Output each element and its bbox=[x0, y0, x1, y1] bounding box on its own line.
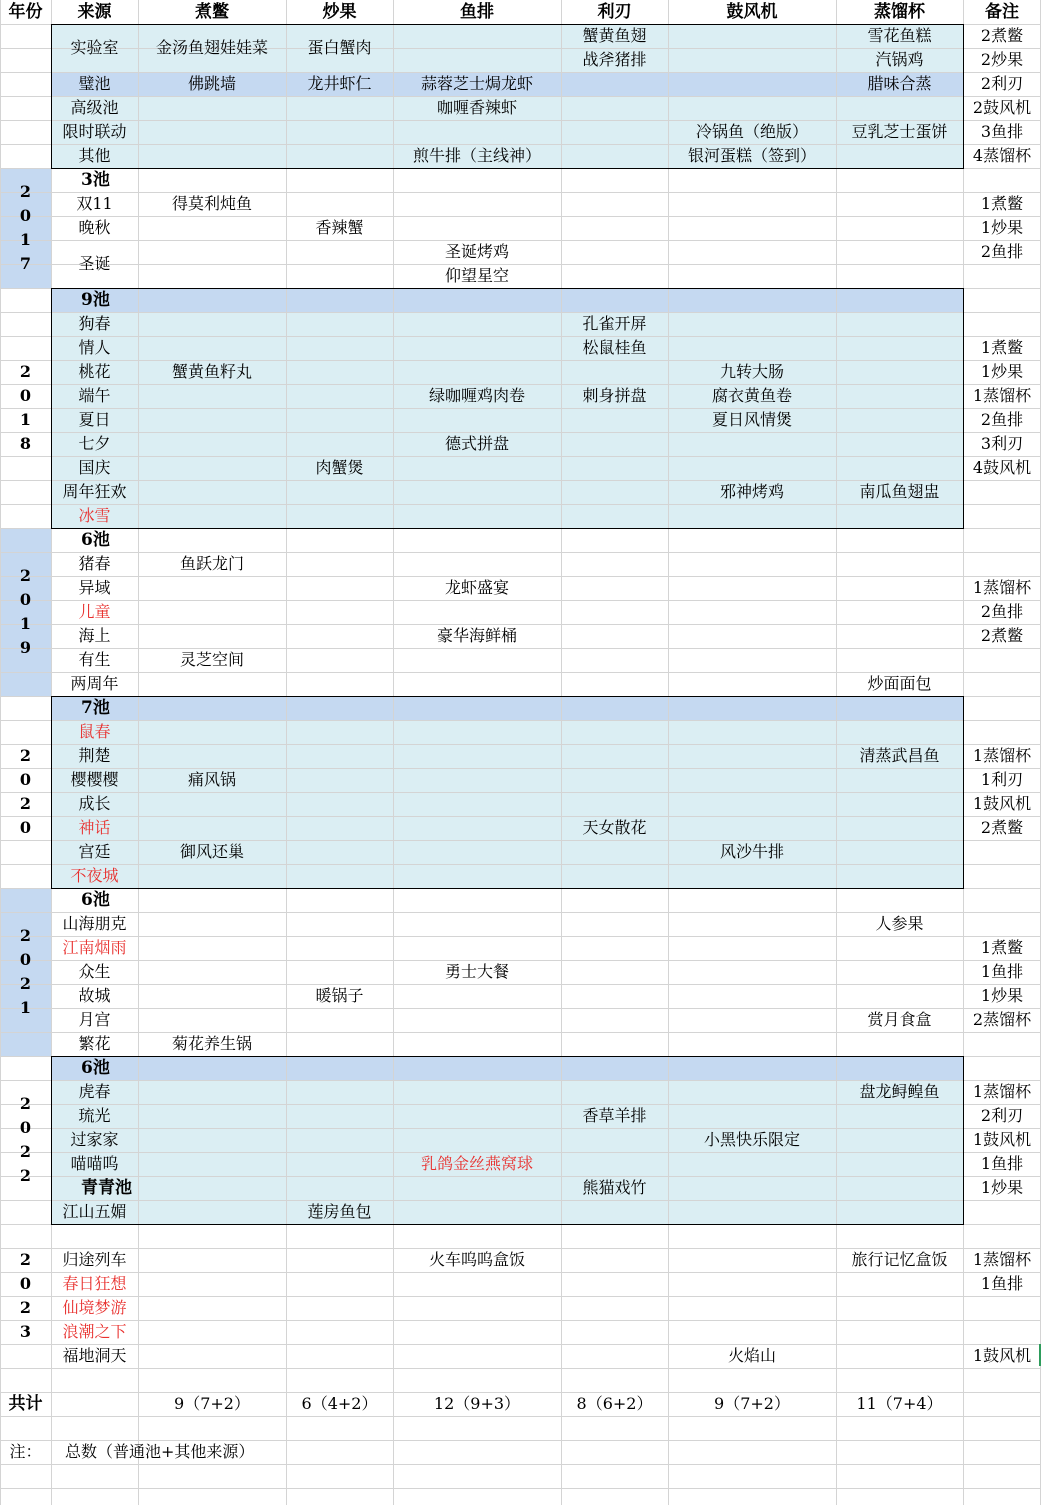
note-cell[interactable]: 1炒果 bbox=[980, 986, 1024, 1005]
table-cell[interactable]: 盘龙鲟鳇鱼 bbox=[859, 1082, 940, 1101]
source-label[interactable]: 宫廷 bbox=[78, 842, 111, 861]
note-cell[interactable]: 4鼓风机 bbox=[972, 458, 1032, 477]
table-cell[interactable]: 小黑快乐限定 bbox=[703, 1130, 800, 1149]
table-cell[interactable]: 战斧猪排 bbox=[582, 50, 647, 69]
table-cell[interactable]: 南瓜鱼翅盅 bbox=[859, 482, 940, 501]
year-digit: 8 bbox=[19, 434, 32, 453]
row-gridline bbox=[0, 696, 1041, 697]
year-label bbox=[0, 1224, 51, 1368]
table-cell[interactable]: 龙井虾仁 bbox=[307, 74, 372, 93]
year-digit: 2 bbox=[19, 794, 32, 813]
table-cell[interactable]: 金汤鱼翅娃娃菜 bbox=[155, 38, 268, 57]
year-digit: 1 bbox=[19, 998, 32, 1017]
source-label[interactable]: 限时联动 bbox=[62, 122, 127, 141]
table-cell[interactable]: 炒面面包 bbox=[867, 674, 932, 693]
note-cell[interactable]: 1炒果 bbox=[980, 218, 1024, 237]
table-cell[interactable]: 仰望星空 bbox=[444, 266, 509, 285]
note-cell[interactable]: 1鼓风机 bbox=[972, 1346, 1032, 1365]
source-label[interactable]: 圣诞 bbox=[78, 254, 111, 273]
pool-band-fill bbox=[51, 288, 963, 312]
col-gridline bbox=[138, 0, 139, 1505]
source-label[interactable]: 福地洞天 bbox=[62, 1346, 127, 1365]
col-gridline bbox=[393, 0, 394, 1505]
source-label[interactable]: 山海朋克 bbox=[62, 914, 127, 933]
table-cell[interactable]: 2利刃 bbox=[980, 74, 1024, 93]
row-gridline bbox=[0, 816, 1041, 817]
totals-label[interactable]: 共计 bbox=[8, 1393, 43, 1414]
note-cell[interactable]: 2鱼排 bbox=[980, 602, 1024, 621]
pool-header[interactable]: 9池 bbox=[81, 289, 110, 310]
row-gridline bbox=[0, 1224, 1041, 1225]
source-label[interactable]: 猪春 bbox=[78, 554, 111, 573]
note-cell[interactable]: 2鱼排 bbox=[980, 410, 1024, 429]
source-label[interactable]: 江南烟雨 bbox=[62, 938, 127, 957]
year-label bbox=[0, 1056, 51, 1224]
note-cell[interactable]: 1蒸馏杯 bbox=[972, 386, 1032, 405]
note-cell[interactable]: 2煮鳖 bbox=[980, 626, 1024, 645]
source-label[interactable]: 荆楚 bbox=[78, 746, 111, 765]
source-label[interactable]: 冰雪 bbox=[78, 506, 111, 525]
pool-header[interactable]: 青青池 bbox=[81, 1177, 132, 1198]
year-digit: 1 bbox=[19, 230, 32, 249]
table-cell[interactable]: 雪花鱼糕 bbox=[867, 26, 932, 45]
row-gridline bbox=[0, 1344, 1041, 1345]
note-cell[interactable]: 1蒸馏杯 bbox=[972, 578, 1032, 597]
year-label bbox=[0, 168, 51, 288]
year-digit: 0 bbox=[19, 1118, 32, 1137]
year-digit: 1 bbox=[19, 614, 32, 633]
table-cell[interactable]: 天女散花 bbox=[582, 818, 647, 837]
year-digit: 2 bbox=[19, 362, 32, 381]
row-gridline bbox=[0, 288, 1041, 289]
source-label[interactable]: 鼠春 bbox=[78, 722, 111, 741]
table-cell[interactable]: 银河蛋糕（签到） bbox=[687, 146, 816, 165]
row-gridline bbox=[0, 1488, 1041, 1489]
source-label[interactable]: 樱樱樱 bbox=[70, 770, 119, 789]
note-text[interactable]: 总数（普通池+其他来源） bbox=[65, 1442, 255, 1461]
table-cell[interactable]: 豪华海鲜桶 bbox=[436, 626, 517, 645]
year-digit: 2 bbox=[19, 1298, 32, 1317]
source-label[interactable]: 繁花 bbox=[78, 1034, 111, 1053]
note-cell[interactable]: 1炒果 bbox=[980, 1178, 1024, 1197]
source-label[interactable]: 成长 bbox=[78, 794, 111, 813]
table-cell[interactable]: 人参果 bbox=[875, 914, 924, 933]
year-digit: 3 bbox=[19, 1322, 32, 1341]
table-cell[interactable]: 灵芝空间 bbox=[179, 650, 244, 669]
year-digit: 0 bbox=[19, 206, 32, 225]
source-label[interactable]: 端午 bbox=[78, 386, 111, 405]
row-gridline bbox=[0, 1368, 1041, 1369]
pool-header[interactable]: 3池 bbox=[81, 169, 110, 190]
note-cell[interactable]: 1蒸馏杯 bbox=[972, 746, 1032, 765]
row-gridline bbox=[0, 1176, 1041, 1177]
table-cell[interactable]: 夏日风情煲 bbox=[711, 410, 792, 429]
year-digit: 0 bbox=[19, 386, 32, 405]
source-label[interactable]: 狗春 bbox=[78, 314, 111, 333]
table-cell[interactable]: 德式拼盘 bbox=[444, 434, 509, 453]
source-label[interactable]: 其他 bbox=[78, 146, 111, 165]
column-header[interactable]: 鼓风机 bbox=[726, 1, 778, 22]
table-cell[interactable]: 痛风锅 bbox=[187, 770, 236, 789]
table-cell[interactable]: 莲房鱼包 bbox=[307, 1202, 372, 1221]
row-gridline bbox=[0, 1296, 1041, 1297]
row-gridline bbox=[0, 792, 1041, 793]
table-cell[interactable]: 火焰山 bbox=[727, 1346, 776, 1365]
note-cell[interactable]: 1煮鳖 bbox=[980, 194, 1024, 213]
row-gridline bbox=[0, 456, 1041, 457]
note-cell[interactable]: 1鱼排 bbox=[980, 1274, 1024, 1293]
source-label[interactable]: 夏日 bbox=[78, 410, 111, 429]
year-label bbox=[0, 288, 51, 528]
source-label[interactable]: 七夕 bbox=[78, 434, 111, 453]
row-gridline bbox=[0, 1416, 1041, 1417]
source-label[interactable]: 不夜城 bbox=[70, 866, 119, 885]
source-label[interactable]: 双11 bbox=[76, 194, 113, 213]
total-value[interactable]: 8（6+2） bbox=[576, 1394, 653, 1413]
table-cell[interactable]: 煎牛排（主线神） bbox=[412, 146, 541, 165]
table-cell[interactable]: 蟹黄鱼籽丸 bbox=[171, 362, 252, 381]
row-gridline bbox=[0, 1464, 1041, 1465]
table-cell[interactable]: 香草羊排 bbox=[582, 1106, 647, 1125]
row-gridline bbox=[0, 1272, 1041, 1273]
year-digit: 0 bbox=[19, 770, 32, 789]
table-cell[interactable]: 腐衣黄鱼卷 bbox=[711, 386, 792, 405]
year-digit: 2 bbox=[19, 1142, 32, 1161]
source-label[interactable]: 国庆 bbox=[78, 458, 111, 477]
year-digit: 0 bbox=[19, 950, 32, 969]
table-cell[interactable]: 绿咖喱鸡肉卷 bbox=[428, 386, 525, 405]
column-header[interactable]: 煮鳖 bbox=[195, 1, 229, 22]
year-digit: 0 bbox=[19, 590, 32, 609]
note-cell[interactable]: 1煮鳖 bbox=[980, 938, 1024, 957]
pool-band-fill bbox=[51, 1056, 963, 1080]
source-label[interactable]: 异域 bbox=[78, 578, 111, 597]
note-cell[interactable]: 2蒸馏杯 bbox=[972, 1010, 1032, 1029]
column-header[interactable]: 利刃 bbox=[597, 1, 632, 22]
year-digit: 2 bbox=[19, 1166, 32, 1185]
table-cell[interactable]: 腊味合蒸 bbox=[867, 74, 932, 93]
row-gridline bbox=[0, 168, 1041, 169]
source-label[interactable]: 月宫 bbox=[78, 1010, 111, 1029]
column-header[interactable]: 蒸馏杯 bbox=[874, 1, 925, 22]
source-label[interactable]: 两周年 bbox=[70, 674, 119, 693]
table-cell[interactable]: 得莫利炖鱼 bbox=[171, 194, 252, 213]
note-cell[interactable]: 1煮鳖 bbox=[980, 338, 1024, 357]
pool-header[interactable]: 7池 bbox=[81, 697, 110, 718]
table-cell[interactable]: 咖喱香辣虾 bbox=[436, 98, 517, 117]
row-gridline bbox=[0, 600, 1041, 601]
year-digit: 2 bbox=[19, 974, 32, 993]
table-cell[interactable]: 风沙牛排 bbox=[719, 842, 784, 861]
source-label[interactable]: 琉光 bbox=[78, 1106, 111, 1125]
row-gridline bbox=[0, 888, 1041, 889]
total-value[interactable]: 6（4+2） bbox=[301, 1394, 378, 1413]
year-digit: 2 bbox=[19, 1250, 32, 1269]
table-cell[interactable]: 4蒸馏杯 bbox=[972, 146, 1032, 165]
table-cell[interactable]: 九转大肠 bbox=[719, 362, 784, 381]
year-digit: 1 bbox=[19, 410, 32, 429]
total-value[interactable]: 11（7+4） bbox=[856, 1394, 943, 1413]
row-gridline bbox=[0, 528, 1041, 529]
total-value[interactable]: 12（9+3） bbox=[433, 1394, 521, 1413]
table-cell[interactable]: 火车呜呜盒饭 bbox=[428, 1250, 525, 1269]
source-label[interactable]: 高级池 bbox=[70, 98, 119, 117]
row-gridline bbox=[0, 864, 1041, 865]
note-cell[interactable]: 1蒸馏杯 bbox=[972, 1250, 1032, 1269]
year-digit: 2 bbox=[19, 182, 32, 201]
total-value[interactable]: 9（7+2） bbox=[174, 1394, 250, 1413]
source-label[interactable]: 璧池 bbox=[78, 74, 111, 93]
table-cell[interactable]: 2鼓风机 bbox=[972, 98, 1032, 117]
source-label[interactable]: 归途列车 bbox=[62, 1250, 127, 1269]
table-cell[interactable]: 刺身拼盘 bbox=[582, 386, 647, 405]
source-label[interactable]: 众生 bbox=[78, 962, 111, 981]
note-cell[interactable]: 2煮鳖 bbox=[980, 818, 1024, 837]
note-cell[interactable]: 1鱼排 bbox=[980, 962, 1024, 981]
note-cell[interactable]: 1鼓风机 bbox=[972, 1130, 1032, 1149]
source-label[interactable]: 情人 bbox=[78, 338, 111, 357]
source-label[interactable]: 有生 bbox=[78, 650, 111, 669]
year-digit: 7 bbox=[19, 254, 32, 273]
source-label[interactable]: 周年狂欢 bbox=[62, 482, 127, 501]
row-gridline bbox=[0, 1320, 1041, 1321]
table-cell[interactable]: 香辣蟹 bbox=[315, 218, 364, 237]
table-cell[interactable]: 蒜蓉芝士焗龙虾 bbox=[420, 74, 533, 93]
table-cell[interactable]: 蟹黄鱼翅 bbox=[582, 26, 647, 45]
pool-header[interactable]: 6池 bbox=[81, 1057, 110, 1078]
row-gridline bbox=[0, 936, 1041, 937]
column-header[interactable]: 来源 bbox=[77, 1, 112, 22]
source-label[interactable]: 过家家 bbox=[70, 1130, 119, 1149]
row-gridline bbox=[0, 1056, 1041, 1057]
table-cell[interactable]: 2炒果 bbox=[980, 50, 1024, 69]
source-label[interactable]: 神话 bbox=[78, 818, 111, 837]
table-cell[interactable]: 蛋白蟹肉 bbox=[307, 38, 372, 57]
source-label[interactable]: 仙境梦游 bbox=[62, 1298, 127, 1317]
source-label[interactable]: 故城 bbox=[78, 986, 111, 1005]
table-cell[interactable]: 赏月食盒 bbox=[867, 1010, 932, 1029]
year-digit: 2 bbox=[19, 926, 32, 945]
source-label[interactable]: 儿童 bbox=[78, 602, 111, 621]
column-header[interactable]: 备注 bbox=[985, 1, 1019, 22]
note-cell[interactable]: 2利刃 bbox=[980, 1106, 1024, 1125]
row-gridline bbox=[0, 504, 1041, 505]
table-cell[interactable]: 孔雀开屏 bbox=[582, 314, 647, 333]
source-label[interactable]: 江山五媚 bbox=[62, 1202, 127, 1221]
table-cell[interactable]: 乳鸽金丝燕窝球 bbox=[420, 1154, 533, 1173]
table-cell[interactable]: 松鼠桂鱼 bbox=[582, 338, 647, 357]
note-cell[interactable]: 1蒸馏杯 bbox=[972, 1082, 1032, 1101]
pool-header[interactable]: 6池 bbox=[81, 529, 110, 550]
table-cell[interactable]: 汽锅鸡 bbox=[875, 50, 924, 69]
note-cell[interactable]: 1鼓风机 bbox=[972, 794, 1032, 813]
table-cell[interactable]: 圣诞烤鸡 bbox=[444, 242, 509, 261]
row-gridline bbox=[0, 312, 1041, 313]
table-cell[interactable]: 豆乳芝士蛋饼 bbox=[851, 122, 948, 141]
table-cell[interactable]: 熊猫戏竹 bbox=[582, 1178, 647, 1197]
table-cell[interactable]: 冷锅鱼（绝版） bbox=[695, 122, 808, 141]
note-cell[interactable]: 2鱼排 bbox=[980, 242, 1024, 261]
source-label[interactable]: 晚秋 bbox=[78, 218, 111, 237]
year-label bbox=[0, 696, 51, 888]
table-cell[interactable]: 肉蟹煲 bbox=[315, 458, 364, 477]
col-gridline bbox=[668, 0, 669, 1505]
row-gridline bbox=[0, 1128, 1041, 1129]
note-cell[interactable]: 3利刃 bbox=[980, 434, 1024, 453]
row-gridline bbox=[0, 1104, 1041, 1105]
note-cell[interactable]: 1鱼排 bbox=[980, 1154, 1024, 1173]
table-cell[interactable]: 御风还巢 bbox=[179, 842, 244, 861]
table-cell[interactable]: 佛跳墙 bbox=[187, 74, 236, 93]
total-value[interactable]: 9（7+2） bbox=[714, 1394, 790, 1413]
column-header[interactable]: 炒果 bbox=[322, 1, 357, 22]
column-header[interactable]: 年份 bbox=[8, 1, 43, 22]
row-gridline bbox=[0, 720, 1041, 721]
source-label[interactable]: 桃花 bbox=[78, 362, 111, 381]
source-label[interactable]: 虎春 bbox=[78, 1082, 111, 1101]
table-cell[interactable]: 2煮鳖 bbox=[980, 26, 1024, 45]
column-header[interactable]: 鱼排 bbox=[460, 1, 494, 22]
note-cell[interactable]: 1炒果 bbox=[980, 362, 1024, 381]
source-label[interactable]: 喵喵呜 bbox=[70, 1154, 119, 1173]
year-digit: 2 bbox=[19, 1094, 32, 1113]
source-label[interactable]: 春日狂想 bbox=[62, 1274, 127, 1293]
year-label bbox=[0, 528, 51, 696]
year-digit: 0 bbox=[19, 818, 32, 837]
note-label[interactable]: 注： bbox=[9, 1442, 42, 1461]
source-label[interactable]: 海上 bbox=[78, 626, 111, 645]
table-cell[interactable]: 龙虾盛宴 bbox=[444, 578, 509, 597]
pool-band-fill bbox=[51, 696, 963, 720]
table-cell[interactable]: 菊花养生锅 bbox=[171, 1034, 252, 1053]
table-cell[interactable]: 勇士大餐 bbox=[444, 962, 509, 981]
row-gridline bbox=[0, 408, 1041, 409]
note-cell[interactable]: 1利刃 bbox=[980, 770, 1024, 789]
table-cell[interactable]: 邪神烤鸡 bbox=[719, 482, 784, 501]
table-cell[interactable]: 鱼跃龙门 bbox=[179, 554, 244, 573]
year-digit: 2 bbox=[19, 746, 32, 765]
table-cell[interactable]: 旅行记忆盒饭 bbox=[851, 1250, 948, 1269]
year-digit: 2 bbox=[19, 566, 32, 585]
source-label[interactable]: 实验室 bbox=[70, 38, 119, 57]
table-cell[interactable]: 暖锅子 bbox=[315, 986, 364, 1005]
source-label[interactable]: 浪潮之下 bbox=[62, 1322, 127, 1341]
row-gridline bbox=[0, 1200, 1041, 1201]
col-gridline bbox=[561, 0, 562, 1505]
row-gridline bbox=[0, 336, 1041, 337]
year-digit: 0 bbox=[19, 1274, 32, 1293]
row-gridline bbox=[0, 216, 1041, 217]
year-digit: 9 bbox=[19, 638, 32, 657]
pool-header[interactable]: 6池 bbox=[81, 889, 110, 910]
year-label bbox=[0, 888, 51, 1056]
table-cell[interactable]: 清蒸武昌鱼 bbox=[859, 746, 940, 765]
table-cell[interactable]: 3鱼排 bbox=[980, 122, 1024, 141]
row-gridline bbox=[0, 984, 1041, 985]
